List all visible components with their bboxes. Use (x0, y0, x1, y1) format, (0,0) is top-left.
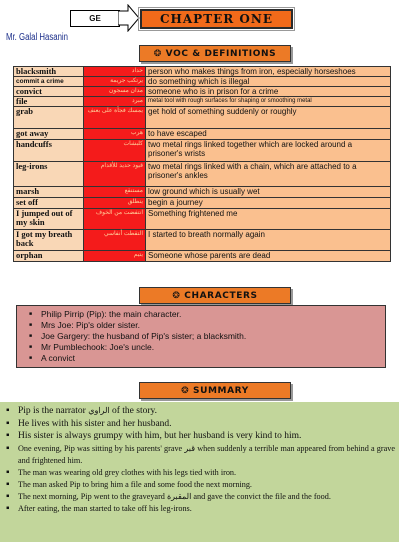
summary-section-title: ❂ SUMMARY (139, 382, 291, 399)
summary-text: Pip is the narrator (18, 406, 89, 416)
vocab-row (14, 230, 391, 251)
vocab-term: blacksmith (14, 67, 84, 77)
vocab-arabic: مدان مسجون (84, 87, 146, 97)
summary-text: of the story. (109, 406, 158, 416)
vocab-definition: begin a journey (146, 198, 391, 209)
summary-item (6, 503, 395, 515)
vocab-term: file (14, 97, 84, 107)
summary-text: and gave the convict the file and the food. (191, 491, 331, 501)
vocab-term: orphan (14, 251, 84, 262)
vocab-definition: two metal rings linked with a chain, which are attached to a prisoner's ankles (146, 162, 391, 187)
vocab-arabic: يمسك فجأة على بعنف (84, 107, 146, 129)
vocab-term: grab (14, 107, 84, 129)
vocab-table (13, 66, 391, 262)
vocab-definition: get hold of something suddenly or roughly (146, 107, 391, 129)
summary-arabic: قبر (184, 443, 196, 453)
vocab-row (14, 209, 391, 230)
chapter-title: CHAPTER ONE (140, 9, 293, 29)
character-item: ■ Joe Gargery: the husband of Pip's sister; a blacksmith. (29, 331, 385, 342)
character-item: ■ Philip Pirrip (Pip): the main character. (29, 309, 385, 320)
vocab-arabic: انتفضت من الخوف (84, 209, 146, 230)
vocab-definition: to have escaped (146, 129, 391, 140)
vocab-row (14, 198, 391, 209)
author-name: Mr. Galal Hasanin (6, 32, 68, 43)
character-item: ■ Mrs Joe: Pip's older sister. (29, 320, 385, 331)
vocab-section-title: ❂ VOC & DEFINITIONS (139, 45, 291, 62)
vocab-arabic: هرب (84, 129, 146, 140)
vocab-row (14, 140, 391, 162)
vocab-arabic: قيود حديد للأقدام (84, 162, 146, 187)
vocab-term: convict (14, 87, 84, 97)
summary-text: The man asked Pip to bring him a file and some food the next morning. (18, 479, 252, 489)
summary-text: The next morning, Pip went to the graveyard (18, 491, 167, 501)
vocab-row (14, 251, 391, 262)
summary-item (6, 405, 395, 418)
vocab-term: handcuffs (14, 140, 84, 162)
vocab-definition: low ground which is usually wet (146, 187, 391, 198)
summary-text: The man was wearing old grey clothes with his legs tied with iron. (18, 467, 237, 477)
vocab-term: I got my breath back (14, 230, 84, 251)
vocab-term: I jumped out of my skin (14, 209, 84, 230)
vocab-arabic: مبرد (84, 97, 146, 107)
vocab-arabic: كلبشات (84, 140, 146, 162)
vocab-definition: Something frightened me (146, 209, 391, 230)
characters-list (29, 309, 385, 364)
summary-text: His sister is always grumpy with him, but her husband is very kind to him. (18, 431, 302, 441)
summary-arabic: الراوي (88, 406, 110, 415)
arrow-right-icon (118, 4, 140, 32)
vocab-arabic: التقطت أنفاسي (84, 230, 146, 251)
summary-text: He lives with his sister and her husband. (18, 418, 172, 429)
vocab-definition: two metal rings linked together which are locked around a prisoner's wrists (146, 140, 391, 162)
vocab-definition: do something which is illegal (146, 77, 391, 87)
vocab-term: marsh (14, 187, 84, 198)
vocab-row (14, 67, 391, 77)
vocab-definition: Someone whose parents are dead (146, 251, 391, 262)
summary-text: After eating, the man started to take off his leg-irons. (18, 503, 192, 513)
summary-item (6, 467, 395, 479)
vocab-row (14, 187, 391, 198)
vocab-definition: metal tool with rough surfaces for shaping or smoothing metal (146, 97, 391, 107)
vocab-row (14, 77, 391, 87)
vocab-term: got away (14, 129, 84, 140)
vocab-arabic: مستنقع (84, 187, 146, 198)
character-item: ■ A convict (29, 353, 385, 364)
vocab-definition: person who makes things from iron, especially horseshoes (146, 67, 391, 77)
vocab-definition: someone who is in prison for a crime (146, 87, 391, 97)
vocab-arabic: يرتكب جريمة (84, 77, 146, 87)
summary-box (0, 402, 399, 542)
vocab-term: set off (14, 198, 84, 209)
vocab-row (14, 97, 391, 107)
vocab-arabic: يتيم (84, 251, 146, 262)
summary-arabic: المقبرة (166, 491, 192, 501)
summary-text: when suddenly a terrible man appeared from behind a grave and frightened him. (18, 443, 395, 465)
vocab-arabic: ينطلق (84, 198, 146, 209)
vocab-definition: I started to breath normally again (146, 230, 391, 251)
vocab-arabic: حداد (84, 67, 146, 77)
character-item: ■ Mr Pumblechook: Joe's uncle. (29, 342, 385, 353)
summary-item (6, 418, 395, 431)
summary-item (6, 491, 395, 503)
summary-item (6, 430, 395, 443)
vocab-term: leg-irons (14, 162, 84, 187)
vocab-row (14, 129, 391, 140)
vocab-row (14, 162, 391, 187)
summary-text: One evening, Pip was sitting by his parents' grave (18, 443, 185, 453)
summary-list (6, 405, 395, 515)
ge-label: GE (70, 10, 120, 27)
vocab-term: commit a crime (14, 77, 84, 87)
summary-item (6, 443, 395, 467)
vocab-row (14, 107, 391, 129)
summary-item (6, 479, 395, 491)
characters-box (16, 305, 386, 368)
vocab-row (14, 87, 391, 97)
characters-section-title: ❂ CHARACTERS (139, 287, 291, 304)
